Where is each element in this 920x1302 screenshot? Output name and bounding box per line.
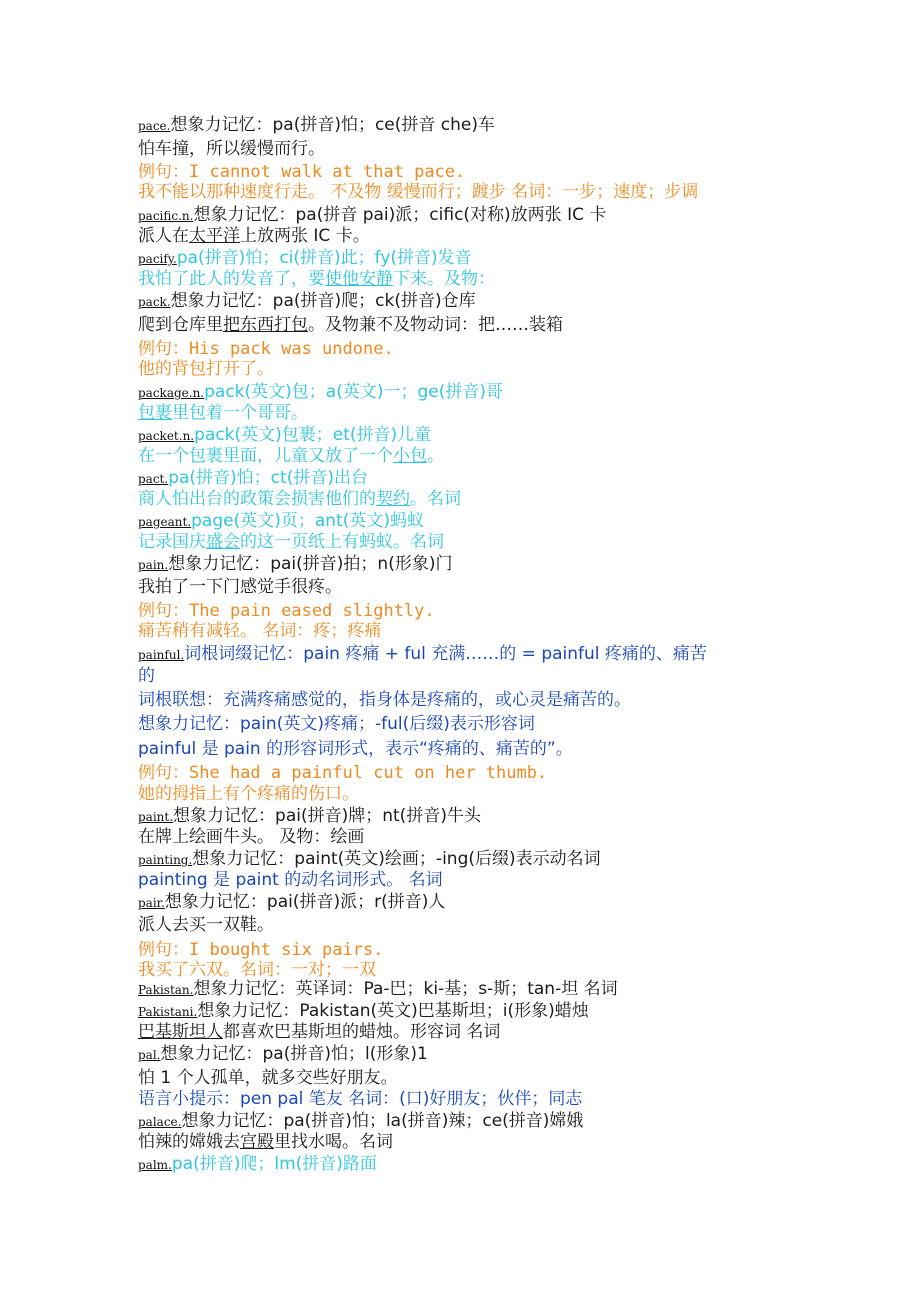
- text-line: [138, 204, 606, 226]
- text-segment: painful 是 pain 的形容词形式，表示“疼痛的、痛苦的”。: [138, 739, 573, 759]
- text-segment: 例句：: [138, 162, 189, 182]
- headword: pair.: [138, 896, 165, 910]
- headword: painful.: [138, 648, 185, 662]
- headword: pain.: [138, 558, 169, 572]
- text-segment: 词根联想：充满疼痛感觉的，指身体是疼痛的，或心灵是痛苦的。: [138, 690, 631, 710]
- text-segment: 在牌上绘画牛头。 及物：绘画: [138, 827, 365, 847]
- text-segment: pa(拼音)爬；lm(拼音)路面: [171, 1154, 377, 1174]
- text-line: [138, 338, 394, 360]
- text-segment: 想象力记忆：paint(英文)绘画；-ing(后缀)表示动名词: [192, 849, 601, 869]
- text-line: [138, 826, 364, 848]
- text-line: [138, 225, 370, 247]
- text-segment: I cannot walk at that pace.: [189, 162, 466, 182]
- text-line: [138, 783, 359, 805]
- text-segment: 想象力记忆：英译词：Pa-巴；ki-基；s-斯；tan-坦 名词: [193, 979, 618, 999]
- headword: pacify.: [138, 252, 177, 266]
- text-line: [138, 467, 368, 489]
- text-line: [138, 869, 443, 891]
- text-segment: 想象力记忆：pa(拼音)怕；la(拼音)辣；ce(拼音)嫦娥: [181, 1111, 584, 1131]
- text-line: [138, 600, 435, 622]
- text-line: [138, 914, 274, 936]
- text-line: [138, 424, 431, 446]
- text-segment: I bought six pairs.: [189, 940, 384, 960]
- text-segment: 例句：: [138, 601, 189, 621]
- text-line: [138, 445, 444, 467]
- text-line: [138, 138, 325, 160]
- text-segment: 把东西打包: [223, 315, 308, 335]
- text-line: [138, 358, 274, 380]
- text-segment: 我拍了一下门感觉手很疼。: [138, 577, 342, 597]
- text-segment: 下来。及物：: [393, 269, 495, 289]
- text-segment: 语言小提示：pen pal 笔友 名词：(口)好朋友；伙伴；同志: [138, 1089, 583, 1109]
- text-segment: 想象力记忆：pa(拼音)怕；l(形象)1: [160, 1044, 428, 1064]
- text-line: [138, 978, 618, 1000]
- text-line: [138, 939, 383, 961]
- text-segment: 想象力记忆：pai(拼音)拍；n(形象)门: [168, 554, 453, 574]
- text-segment: She had a painful cut on her thumb.: [189, 763, 548, 783]
- headword: packet.n.: [138, 429, 195, 443]
- text-line: [138, 1067, 398, 1089]
- text-segment: 。及物兼不及物动词：把……装箱: [308, 315, 563, 335]
- text-line: [138, 805, 481, 827]
- text-segment: 使他安静: [325, 269, 393, 289]
- text-line: [138, 576, 342, 598]
- text-segment: 派人在: [138, 226, 189, 246]
- text-segment: pa(拼音)怕；ct(拼音)出台: [168, 468, 368, 488]
- text-segment: 想象力记忆：Pakistan(英文)巴基斯坦；i(形象)蜡烛: [197, 1001, 589, 1021]
- text-line: [138, 531, 444, 553]
- headword: package.n.: [138, 386, 205, 400]
- text-segment: 词根词缀记忆：pain 疼痛 + ful 充满……的 = painful 疼痛的、痛苦: [184, 644, 707, 664]
- headword: pacific.n.: [138, 209, 194, 223]
- text-line: [138, 1088, 582, 1110]
- text-segment: 想象力记忆：pa(拼音 pai)派；cific(对称)放两张 IC 卡: [193, 205, 607, 225]
- text-segment: 。: [427, 446, 444, 466]
- text-segment: 痛苦稍有减轻。 名词：疼；疼痛: [138, 621, 382, 641]
- text-segment: 记录国庆: [138, 532, 206, 552]
- text-segment: 都喜欢巴基斯坦的蜡烛。形容词 名词: [223, 1022, 501, 1042]
- text-segment: 我怕了此人的发音了，要: [138, 269, 325, 289]
- text-segment: 里包着一个哥哥。: [172, 403, 308, 423]
- text-line: [138, 114, 495, 136]
- text-segment: The pain eased slightly.: [189, 601, 435, 621]
- text-line: [138, 268, 495, 290]
- text-segment: 商人怕出台的政策会损害他们的: [138, 489, 376, 509]
- text-line: [138, 1153, 377, 1175]
- text-segment: 例句：: [138, 763, 189, 783]
- text-line: [138, 738, 573, 760]
- text-line: [138, 402, 308, 424]
- text-segment: 爬到仓库里: [138, 315, 223, 335]
- headword: pal.: [138, 1048, 161, 1062]
- text-segment: 她的拇指上有个疼痛的伤口。: [138, 784, 359, 804]
- text-segment: 他的背包打开了。: [138, 359, 274, 379]
- headword: pageant.: [138, 515, 192, 529]
- text-segment: 想象力记忆：pai(拼音)牌；nt(拼音)牛头: [173, 806, 481, 826]
- text-segment: 例句：: [138, 940, 189, 960]
- text-segment: pack(英文)包裹；et(拼音)儿童: [194, 425, 432, 445]
- text-segment: 小包: [393, 446, 427, 466]
- text-line: [138, 643, 707, 665]
- text-segment: 里找水喝。名词: [274, 1132, 393, 1152]
- text-line: [138, 488, 461, 510]
- text-segment: 我买了六双。名词：一对；一双: [138, 960, 376, 980]
- headword: painting.: [138, 853, 193, 867]
- text-segment: 包裹: [138, 403, 172, 423]
- text-segment: 想象力记忆：pa(拼音)爬；ck(拼音)仓库: [170, 291, 476, 311]
- text-segment: 怕辣的嫦娥去: [138, 1132, 240, 1152]
- text-segment: 盛会: [206, 532, 240, 552]
- text-line: [138, 762, 547, 784]
- text-line: [138, 665, 155, 687]
- text-line: [138, 689, 631, 711]
- text-segment: page(英文)页；ant(英文)蚂蚁: [191, 511, 424, 531]
- text-segment: 例句：: [138, 339, 189, 359]
- text-line: [138, 510, 424, 532]
- text-segment: painting 是 paint 的动名词形式。 名词: [138, 870, 443, 890]
- headword: pace.: [138, 119, 171, 133]
- text-line: [138, 891, 445, 913]
- text-segment: 想象力记忆：pai(拼音)派；r(拼音)人: [164, 892, 446, 912]
- text-segment: 想象力记忆：pa(拼音)怕；ce(拼音 che)车: [170, 115, 496, 135]
- text-segment: 想象力记忆：pain(英文)疼痛；-ful(后缀)表示形容词: [138, 714, 535, 734]
- text-segment: 的: [138, 666, 155, 686]
- text-line: [138, 713, 535, 735]
- headword: paint.: [138, 810, 174, 824]
- text-segment: His pack was undone.: [189, 339, 394, 359]
- text-line: [138, 247, 472, 269]
- text-line: [138, 314, 563, 336]
- text-segment: 怕车撞，所以缓慢而行。: [138, 139, 325, 159]
- text-line: [138, 1021, 500, 1043]
- text-segment: 派人去买一双鞋。: [138, 915, 274, 935]
- headword: palace.: [138, 1115, 182, 1129]
- headword: Pakistani.: [138, 1005, 198, 1019]
- text-line: [138, 1043, 428, 1065]
- headword: palm.: [138, 1158, 172, 1172]
- headword: pack.: [138, 295, 171, 309]
- text-segment: 上放两张 IC 卡。: [240, 226, 370, 246]
- text-line: [138, 290, 476, 312]
- text-segment: 契约: [376, 489, 410, 509]
- text-segment: pack(英文)包；a(英文)一；ge(拼音)哥: [204, 382, 503, 402]
- headword: pact.: [138, 472, 169, 486]
- text-line: [138, 553, 452, 575]
- text-segment: 宫殿: [240, 1132, 274, 1152]
- text-segment: pa(拼音)怕；ci(拼音)此；fy(拼音)发音: [176, 248, 472, 268]
- text-line: [138, 181, 698, 203]
- text-segment: 的这一页纸上有蚂蚁。名词: [240, 532, 444, 552]
- text-segment: 。名词: [410, 489, 461, 509]
- text-line: [138, 1000, 589, 1022]
- text-segment: 怕 1 个人孤单，就多交些好朋友。: [138, 1068, 398, 1088]
- text-line: [138, 1110, 583, 1132]
- headword: Pakistan.: [138, 983, 194, 997]
- text-segment: 太平洋: [189, 226, 240, 246]
- text-segment: 我不能以那种速度行走。 不及物 缓慢而行；踱步 名词：一步；速度；步调: [138, 182, 699, 202]
- text-segment: 巴基斯坦人: [138, 1022, 223, 1042]
- text-line: [138, 620, 381, 642]
- text-line: [138, 161, 465, 183]
- text-line: [138, 1131, 393, 1153]
- text-segment: 在一个包裹里面，儿童又放了一个: [138, 446, 393, 466]
- text-line: [138, 848, 601, 870]
- text-line: [138, 381, 503, 403]
